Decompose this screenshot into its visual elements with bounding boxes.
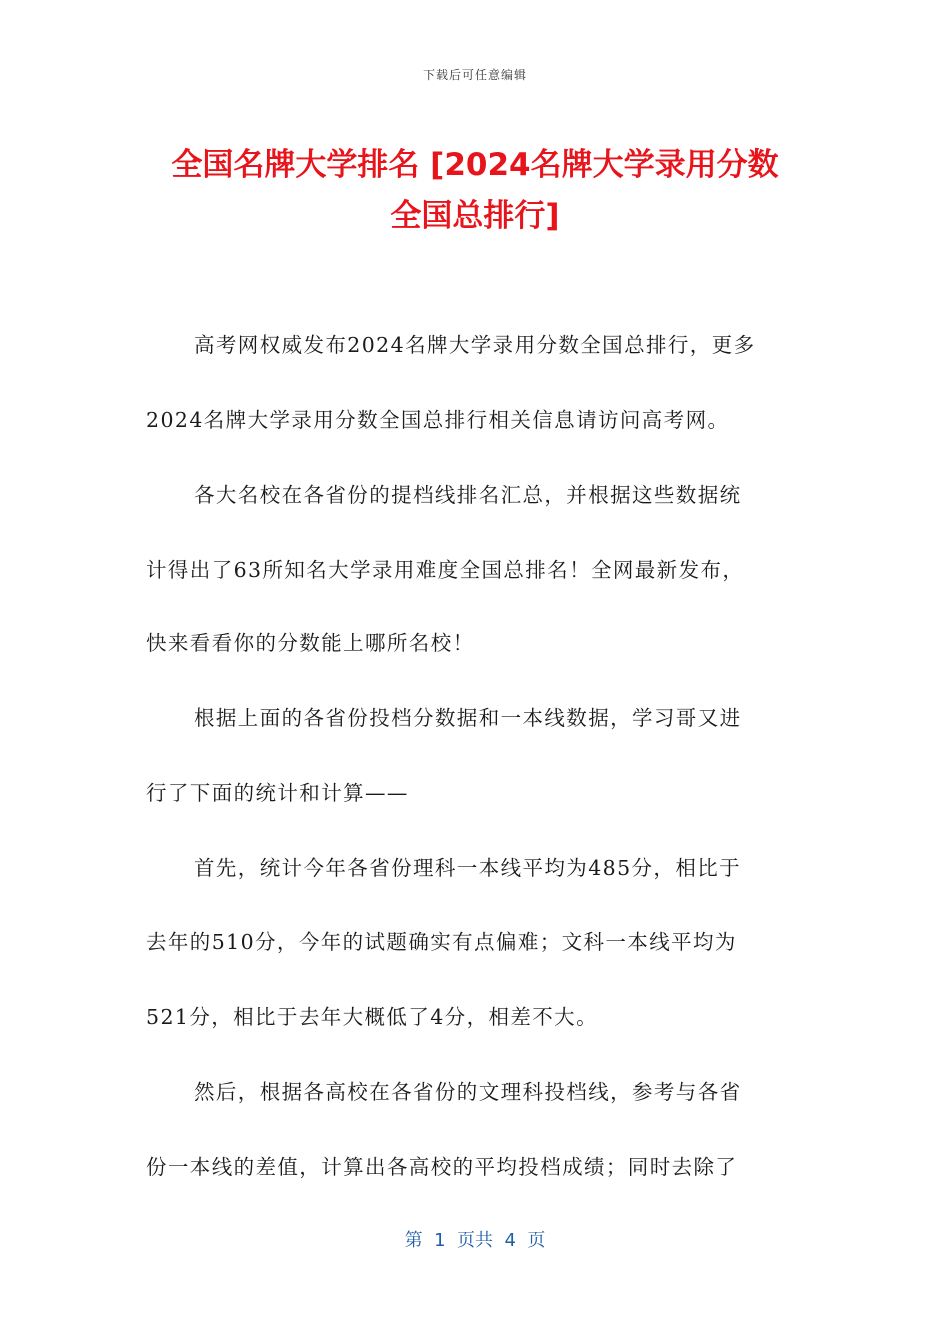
page-header-note: 下载后可任意编辑: [422, 68, 527, 82]
body-line: 快来看看你的分数能上哪所名校！: [146, 631, 475, 655]
body-line: 高考网权威发布2024名牌大学录用分数全国总排行，更多: [194, 333, 756, 357]
document-title: [120, 140, 830, 242]
title-line-2: 全国总排行]: [390, 198, 560, 234]
body-line: 根据上面的各省份投档分数据和一本线数据，学习哥又进: [194, 706, 742, 730]
body-line: 去年的510分，今年的试题确实有点偏难；文科一本线平均为: [146, 930, 737, 954]
body-line: 行了下面的统计和计算——: [146, 781, 409, 805]
body-line: 各大名校在各省份的提档线排名汇总，并根据这些数据统: [194, 483, 742, 507]
page-footer: 第 1 页共 4 页: [404, 1230, 546, 1251]
body-line: 首先，统计今年各省份理科一本线平均为485分，相比于: [194, 856, 742, 880]
body-line: 份一本线的差值，计算出各高校的平均投档成绩；同时去除了: [146, 1155, 738, 1179]
body-line: 521分，相比于去年大概低了4分，相差不大。: [146, 1005, 598, 1029]
title-line-1: 全国名牌大学排名 [2024名牌大学录用分数: [171, 147, 779, 183]
body-line: 计得出了63所知名大学录用难度全国总排名！全网最新发布，: [146, 558, 745, 582]
body-line: 2024名牌大学录用分数全国总排行相关信息请访问高考网。: [146, 408, 730, 432]
body-line: 然后，根据各高校在各省份的文理科投档线，参考与各省: [194, 1080, 742, 1104]
